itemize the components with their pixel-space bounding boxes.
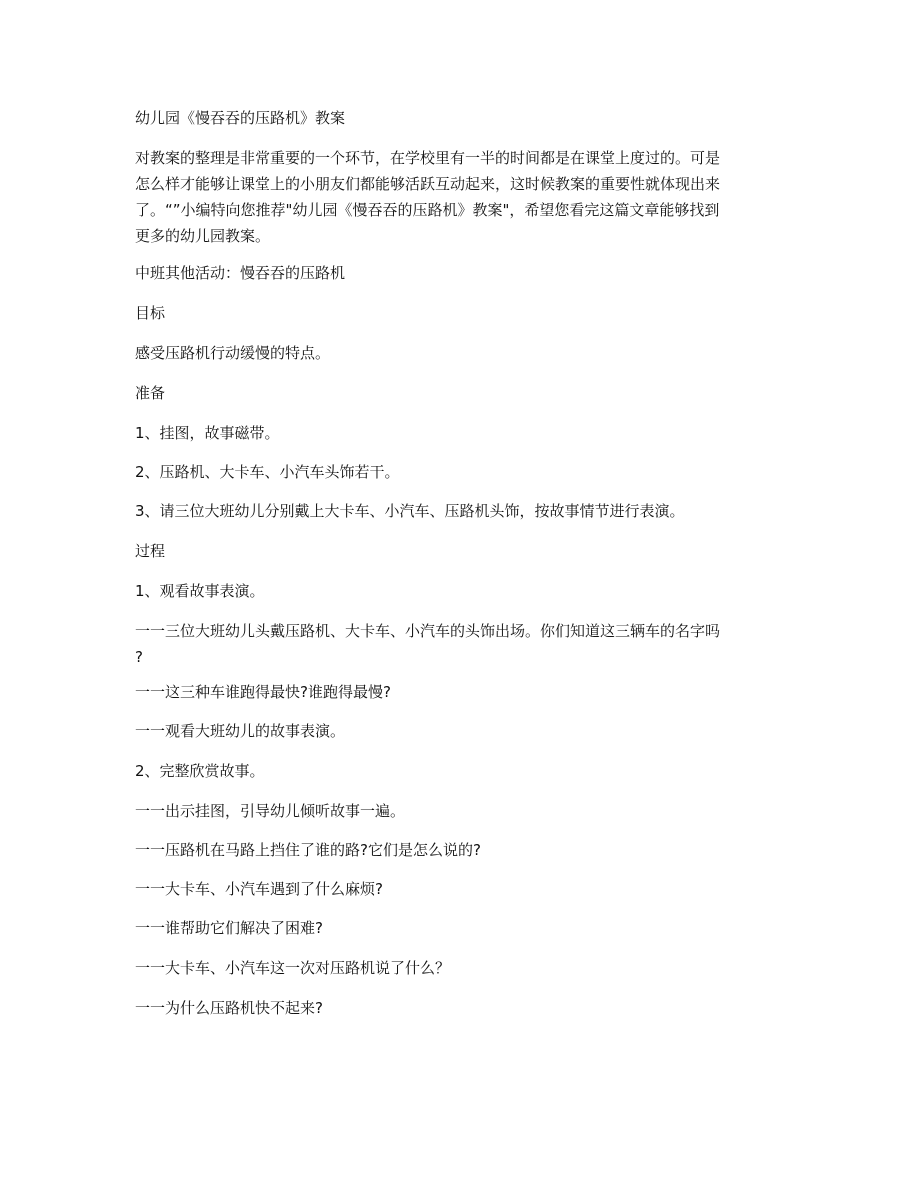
intro-line: 了。“”小编特向您推荐"幼儿园《慢吞吞的压路机》教案"，希望您看完这篇文章能够找到 [135,201,720,219]
activity-heading: 中班其他活动：慢吞吞的压路机 [135,264,346,282]
step-question: 一一谁帮助它们解决了困难? [135,919,323,937]
step-question: 一一压路机在马路上挡住了谁的路?它们是怎么说的? [135,841,481,859]
intro-line: 对教案的整理是非常重要的一个环节，在学校里有一半的时间都是在课堂上度过的。可是 [135,149,721,167]
step-heading: 1、观看故事表演。 [135,582,265,600]
intro-line: 怎么样才能够让课堂上的小朋友们都能够活跃互动起来，这时候教案的重要性就体现出来 [135,175,721,193]
goal-heading: 目标 [135,304,166,322]
question-line: ? [135,648,143,666]
process-heading: 过程 [135,542,166,560]
document-title: 幼儿园《慢吞吞的压路机》教案 [135,109,346,127]
step-question: 一一这三种车谁跑得最快?谁跑得最慢? [135,683,391,701]
step-question: 一一为什么压路机快不起来? [135,999,323,1017]
prep-item: 3、请三位大班幼儿分别戴上大卡车、小汽车、压路机头饰，按故事情节进行表演。 [135,502,685,520]
intro-paragraph [135,145,785,249]
prep-item: 2、压路机、大卡车、小汽车头饰若干。 [135,463,400,481]
prep-heading: 准备 [135,384,166,402]
prep-item: 1、挂图，故事磁带。 [135,424,280,442]
step-question: 一一出示挂图，引导幼儿倾听故事一遍。 [135,802,406,820]
step-question: 一一观看大班幼儿的故事表演。 [135,722,346,740]
step-question: 一一大卡车、小汽车遇到了什么麻烦? [135,880,383,898]
step-heading: 2、完整欣赏故事。 [135,762,265,780]
goal-text: 感受压路机行动缓慢的特点。 [135,344,331,362]
step-question [135,618,785,670]
step-question: 一一大卡车、小汽车这一次对压路机说了什么？ [135,959,451,977]
intro-line: 更多的幼儿园教案。 [135,227,271,245]
question-line: 一一三位大班幼儿头戴压路机、大卡车、小汽车的头饰出场。你们知道这三辆车的名字吗 [135,622,721,640]
